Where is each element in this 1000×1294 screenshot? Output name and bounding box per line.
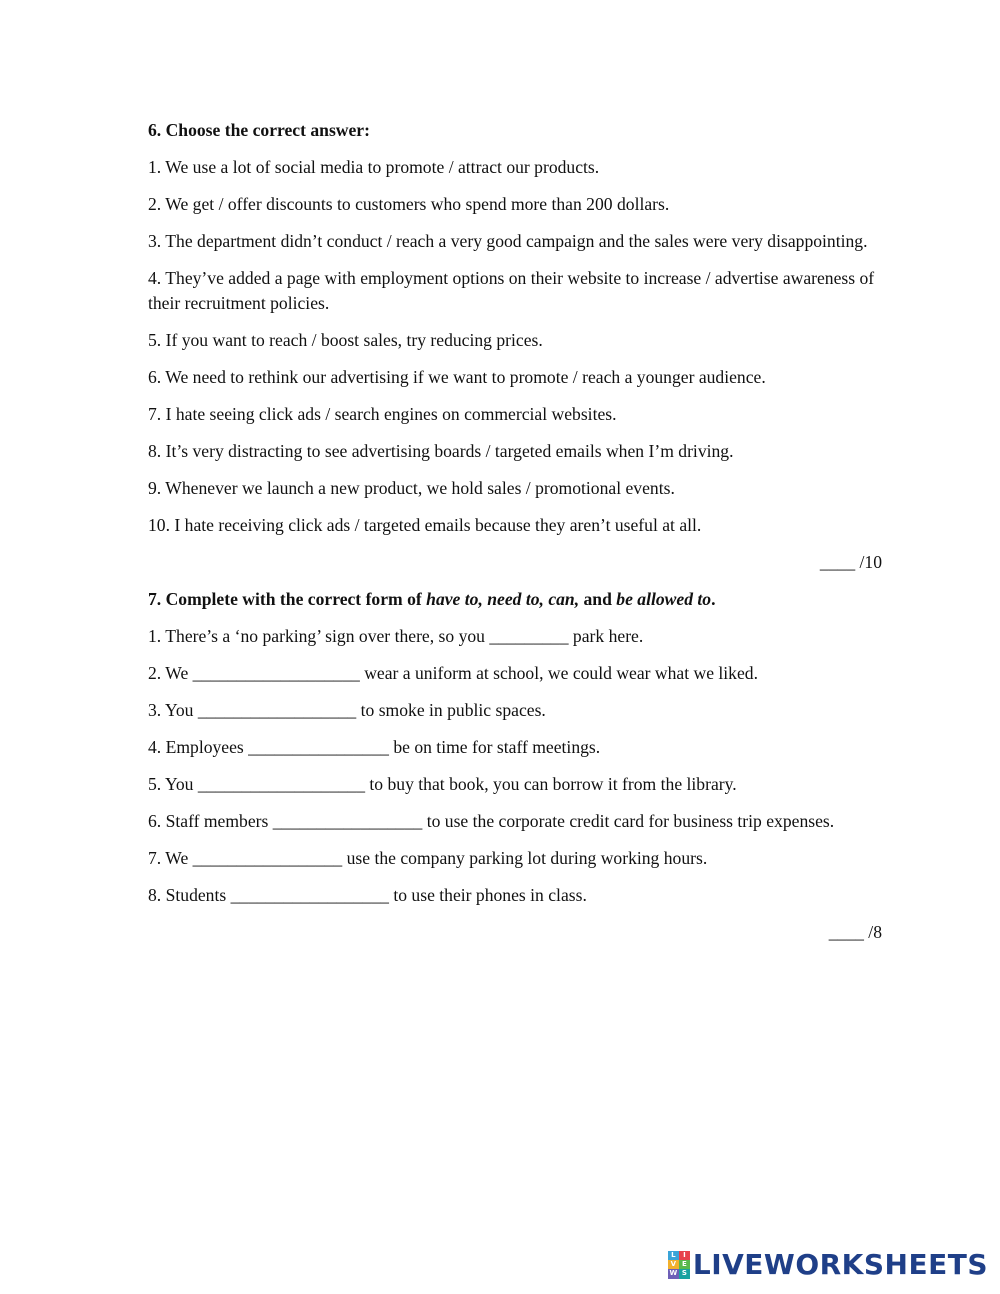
section-7-heading-modals: have to, need to, can, [426, 588, 580, 609]
question-7-1: 1. There’s a ‘no parking’ sign over there, so you _________ park here. [148, 625, 644, 646]
logo-icon-letter-e: E [679, 1260, 690, 1269]
section-7-heading [148, 587, 888, 612]
logo-icon-letter-i: I [679, 1251, 690, 1260]
section-7-heading-and: and [579, 588, 617, 609]
question-6-8: 8. It’s very distracting to see advertising boards / targeted emails when I’m driving. [148, 440, 734, 461]
liveworksheets-logo [668, 1248, 988, 1282]
question-6-3: 3. The department didn’t conduct / reach a very good campaign and the sales were very disappointing. [148, 231, 868, 251]
question-6-7: 7. I hate seeing click ads / search engines on commercial websites. [148, 403, 617, 424]
question-7-4: 4. Employees ________________ be on time for staff meetings. [148, 736, 601, 757]
logo-icon-letter-s: S [679, 1269, 690, 1279]
section-7-heading-prefix: 7. Complete with the correct form of [148, 588, 427, 609]
logo-icon-letter-v: V [668, 1260, 679, 1269]
question-7-8: 8. Students __________________ to use their phones in class. [148, 884, 587, 905]
question-7-5: 5. You ___________________ to buy that book, you can borrow it from the library. [148, 773, 737, 794]
logo-icon-letter-w: W [669, 1269, 678, 1277]
liveworksheets-logo-icon [668, 1251, 690, 1279]
question-7-7: 7. We _________________ use the company parking lot during working hours. [148, 847, 708, 868]
question-6-5: 5. If you want to reach / boost sales, try reducing prices. [148, 329, 543, 350]
section-6-heading: 6. Choose the correct answer: [148, 120, 370, 140]
question-6-9: 9. Whenever we launch a new product, we hold sales / promotional events. [148, 477, 675, 498]
question-6-1: 1. We use a lot of social media to promote / attract our products. [148, 157, 600, 177]
question-6-2: 2. We get / offer discounts to customers who spend more than 200 dollars. [148, 194, 670, 214]
question-7-6: 6. Staff members _________________ to use the corporate credit card for business trip expenses. [148, 810, 835, 831]
section-7-score: ____ /8 [828, 921, 882, 942]
liveworksheets-logo-text: LIVEWORKSHEETS [692, 1248, 988, 1281]
question-6-10: 10. I hate receiving click ads / targeted emails because they aren’t useful at all. [148, 514, 702, 535]
worksheet-page [148, 118, 888, 957]
section-7-heading-suffix: . [711, 588, 716, 609]
question-7-2: 2. We ___________________ wear a uniform at school, we could wear what we liked. [148, 662, 758, 683]
question-6-6: 6. We need to rethink our advertising if we want to promote / reach a younger audience. [148, 366, 766, 387]
section-7-heading-allowed: be allowed to [616, 588, 712, 609]
question-6-4: 4. They’ve added a page with employment options on their website to increase / advertise awareness of their recruitment policies. [148, 268, 875, 313]
section-6-score: ____ /10 [819, 551, 882, 572]
logo-icon-letter-l: L [668, 1251, 679, 1260]
question-7-3: 3. You __________________ to smoke in public spaces. [148, 699, 546, 720]
